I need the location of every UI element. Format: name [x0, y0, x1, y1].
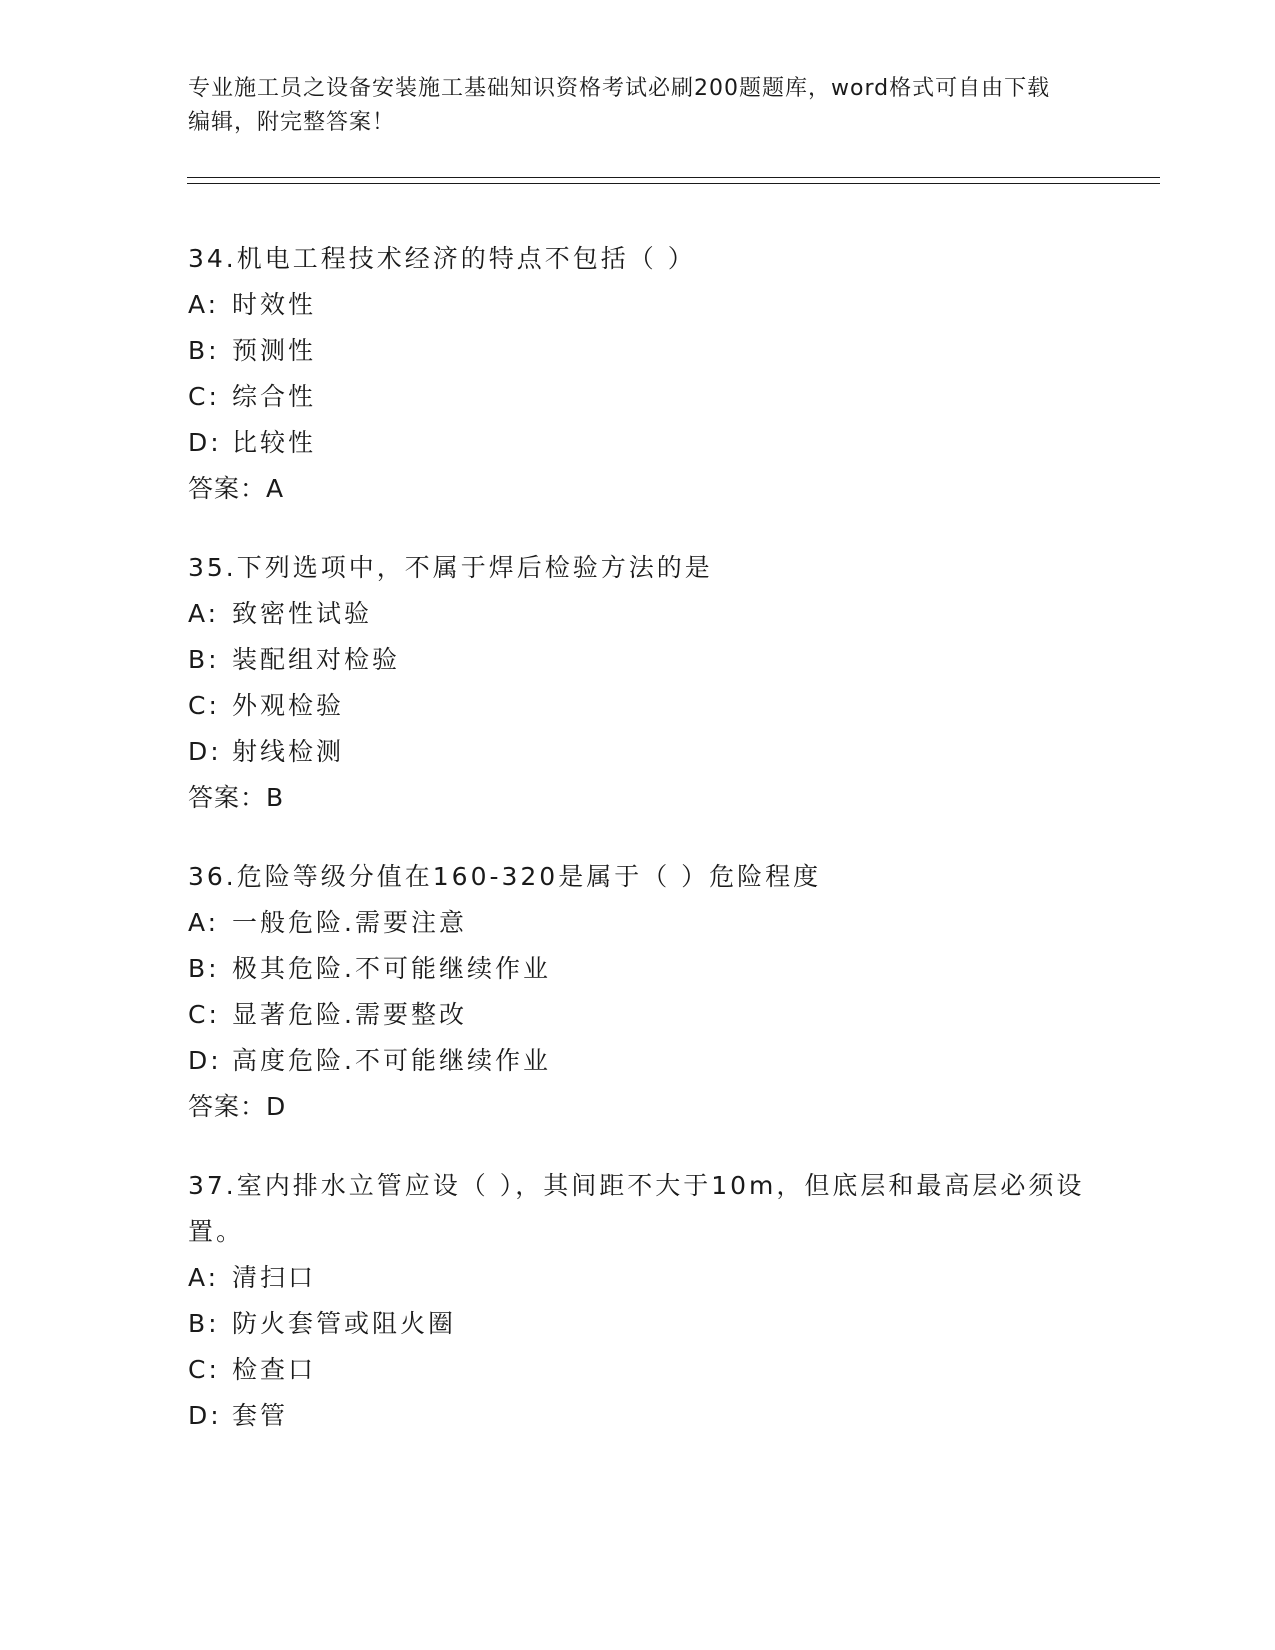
option-text: 综合性 [232, 382, 317, 411]
option-text: 致密性试验 [232, 599, 373, 628]
option-key: A: [188, 599, 220, 628]
question-stem: 37.室内排水立管应设（ ），其间距不大于10m，但底层和最高层必须设置。 [188, 1171, 1085, 1246]
option-key: A: [188, 1263, 220, 1292]
option-key: D: [188, 737, 222, 766]
option-d [188, 1393, 1088, 1439]
option-d [188, 729, 1088, 775]
option-c [188, 1347, 1088, 1393]
answer-line: 答案：A [188, 474, 285, 503]
option-key: B: [188, 1309, 220, 1338]
question-stem: 34.机电工程技术经济的特点不包括（ ） [188, 244, 696, 273]
question-36 [188, 854, 1088, 1130]
option-a [188, 900, 1088, 946]
option-text: 时效性 [232, 290, 317, 319]
option-a [188, 282, 1088, 328]
option-b [188, 328, 1088, 374]
option-text: 外观检验 [232, 691, 345, 720]
option-a [188, 1255, 1088, 1301]
question-34 [188, 236, 1088, 512]
option-b [188, 1301, 1088, 1347]
answer-line: 答案：B [188, 783, 285, 812]
option-text: 比较性 [232, 428, 317, 457]
document-header: 专业施工员之设备安装施工基础知识资格考试必刷200题题库，word格式可自由下载编辑，附完整答案！ [188, 76, 1051, 135]
option-key: C: [188, 382, 220, 411]
option-b [188, 946, 1088, 992]
option-c [188, 374, 1088, 420]
option-text: 检查口 [232, 1355, 317, 1384]
option-text: 预测性 [232, 336, 317, 365]
option-text: 套管 [232, 1401, 289, 1430]
option-key: D: [188, 1401, 222, 1430]
option-d [188, 420, 1088, 466]
option-text: 清扫口 [232, 1263, 317, 1292]
question-stem: 36.危险等级分值在160-320是属于（ ）危险程度 [188, 862, 822, 891]
option-c [188, 992, 1088, 1038]
option-text: 装配组对检验 [232, 645, 401, 674]
option-key: C: [188, 1000, 220, 1029]
option-a [188, 591, 1088, 637]
question-35 [188, 545, 1088, 821]
option-key: A: [188, 290, 220, 319]
option-key: D: [188, 428, 222, 457]
question-list [188, 236, 1088, 1472]
option-d [188, 1038, 1088, 1084]
option-key: B: [188, 645, 220, 674]
question-stem: 35.下列选项中，不属于焊后检验方法的是 [188, 553, 713, 582]
option-key: B: [188, 336, 220, 365]
option-key: D: [188, 1046, 222, 1075]
option-b [188, 637, 1088, 683]
answer-line: 答案：D [188, 1092, 287, 1121]
option-text: 显著危险.需要整改 [232, 1000, 467, 1029]
question-37 [188, 1163, 1088, 1439]
option-key: A: [188, 908, 220, 937]
option-key: C: [188, 691, 220, 720]
option-key: C: [188, 1355, 220, 1384]
option-key: B: [188, 954, 220, 983]
option-text: 高度危险.不可能继续作业 [232, 1046, 551, 1075]
header-divider [187, 177, 1160, 184]
option-text: 极其危险.不可能继续作业 [232, 954, 551, 983]
option-c [188, 683, 1088, 729]
option-text: 一般危险.需要注意 [232, 908, 467, 937]
option-text: 防火套管或阻火圈 [232, 1309, 457, 1338]
option-text: 射线检测 [232, 737, 345, 766]
